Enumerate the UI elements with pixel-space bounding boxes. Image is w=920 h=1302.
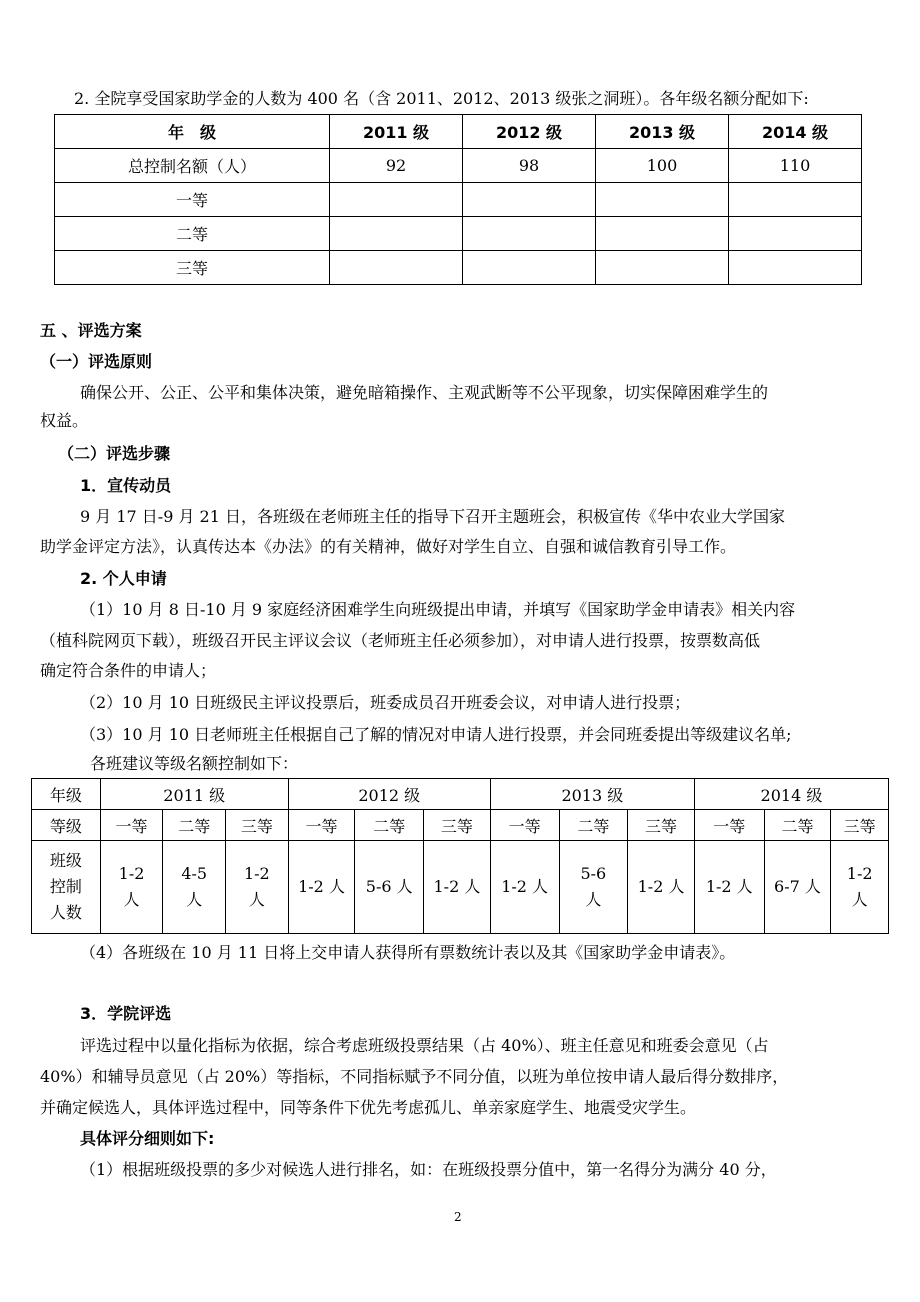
row-label-line: 人数 — [49, 903, 82, 922]
table-cell: 110 — [729, 149, 862, 183]
table-row — [55, 251, 862, 285]
class-quota-table — [31, 778, 889, 934]
level-cell: 二等 — [355, 810, 424, 841]
table-cell — [596, 251, 729, 285]
table-cell — [596, 217, 729, 251]
step-title: 1．宣传动员 — [80, 476, 172, 495]
table-cell — [330, 183, 463, 217]
count-line: 4-5 — [181, 864, 208, 883]
count-cell — [694, 841, 764, 934]
paragraph-line: （2）10 月 10 日班级民主评议投票后，班委成员召开班委会议，对申请人进行投票； — [80, 693, 691, 712]
paragraph-line: 各班建议等级名额控制如下： — [90, 754, 299, 773]
count-line: 1-2 — [243, 864, 270, 883]
count-line: 人 — [248, 890, 265, 909]
table-cell — [596, 183, 729, 217]
count-line: 5-6 人 — [365, 877, 413, 896]
table-cell — [330, 217, 463, 251]
subsection-title: （二）评选步骤 — [58, 444, 171, 463]
count-line: 1-2 人 — [637, 877, 685, 896]
year-cell: 2013 级 — [490, 779, 694, 810]
row-label: 三等 — [55, 251, 330, 285]
year-cell: 2011 级 — [100, 779, 288, 810]
table-header-row — [55, 115, 862, 149]
year-row — [32, 779, 889, 810]
count-cell — [163, 841, 226, 934]
paragraph-line: 确定符合条件的申请人； — [40, 661, 217, 680]
year-cell: 2012 级 — [288, 779, 490, 810]
count-line: 人 — [851, 890, 868, 909]
section-title: 五 、评选方案 — [40, 321, 142, 340]
row-label: 等级 — [32, 810, 101, 841]
paragraph-line: 权益。 — [40, 411, 89, 430]
count-cell — [764, 841, 831, 934]
step-title: 2. 个人申请 — [80, 569, 167, 588]
paragraph-line: 9 月 17 日-9 月 21 日，各班级在老师班主任的指导下召开主题班会，积极宣传《华中农业大学国家 — [80, 507, 786, 526]
header-2013: 2013 级 — [596, 115, 729, 149]
header-2014: 2014 级 — [729, 115, 862, 149]
count-cell — [288, 841, 355, 934]
count-cell — [355, 841, 424, 934]
table-cell: 100 — [596, 149, 729, 183]
count-line: 1-2 人 — [705, 877, 753, 896]
level-cell: 一等 — [100, 810, 163, 841]
count-line: 5-6 — [580, 864, 607, 883]
header-2011: 2011 级 — [330, 115, 463, 149]
level-cell: 一等 — [694, 810, 764, 841]
level-cell: 一等 — [288, 810, 355, 841]
level-cell: 三等 — [831, 810, 889, 841]
subsection-title: （一）评选原则 — [40, 352, 153, 371]
paragraph-line: 确保公开、公正、公平和集体决策，避免暗箱操作、主观武断等不公平现象，切实保障困难学生的 — [80, 383, 769, 402]
level-cell: 三等 — [226, 810, 289, 841]
intro-line: 2. 全院享受国家助学金的人数为 400 名（含 2011、2012、2013 级张之洞班）。各年级名额分配如下: — [74, 89, 809, 108]
count-cell — [490, 841, 559, 934]
table-cell — [330, 251, 463, 285]
table-cell: 92 — [330, 149, 463, 183]
count-line: 人 — [585, 890, 602, 909]
paragraph-line: 40%）和辅导员意见（占 20%）等指标，不同指标赋予不同分值，以班为单位按申请人最后得分数排序， — [40, 1067, 789, 1086]
level-row — [32, 810, 889, 841]
paragraph-line: （3）10 月 10 日老师班主任根据自己了解的情况对申请人进行投票，并会同班委提出等级建议名单; — [80, 725, 792, 744]
row-label: 年级 — [32, 779, 101, 810]
paragraph-line: （植科院网页下载），班级召开民主评议会议（老师班主任必须参加），对申请人进行投票，按票数高低 — [40, 631, 761, 650]
count-line: 1-2 — [118, 864, 145, 883]
paragraph-line: 助学金评定方法》，认真传达本《办法》的有关精神，做好对学生自立、自强和诚信教育引导工作。 — [40, 537, 737, 556]
count-cell — [831, 841, 889, 934]
count-cell — [226, 841, 289, 934]
table-cell — [463, 217, 596, 251]
count-cell — [424, 841, 491, 934]
count-cell — [559, 841, 628, 934]
table-cell: 98 — [463, 149, 596, 183]
level-cell: 二等 — [764, 810, 831, 841]
level-cell: 三等 — [628, 810, 695, 841]
count-cell — [100, 841, 163, 934]
table-cell — [729, 251, 862, 285]
paragraph-line: 并确定候选人，具体评选过程中，同等条件下优先考虑孤儿、单亲家庭学生、地震受灾学生。 — [40, 1098, 697, 1117]
header-2012: 2012 级 — [463, 115, 596, 149]
paragraph-line: 评选过程中以量化指标为依据，综合考虑班级投票结果（占 40%）、班主任意见和班委会意见（占 — [80, 1036, 769, 1055]
page-number: 2 — [454, 1210, 462, 1224]
table-cell — [729, 217, 862, 251]
level-cell: 三等 — [424, 810, 491, 841]
count-line: 人 — [123, 890, 140, 909]
count-line: 1-2 人 — [433, 877, 481, 896]
table-cell — [463, 251, 596, 285]
row-label-line: 班级 — [49, 851, 82, 870]
paragraph-line: （4）各班级在 10 月 11 日将上交申请人获得所有票数统计表以及其《国家助学金申请表》。 — [80, 943, 736, 962]
level-cell: 二等 — [559, 810, 628, 841]
quota-table — [54, 114, 862, 285]
count-cell — [628, 841, 695, 934]
count-line: 1-2 人 — [298, 877, 345, 896]
row-label: 一等 — [55, 183, 330, 217]
level-cell: 一等 — [490, 810, 559, 841]
count-line: 1-2 — [846, 864, 873, 883]
row-label-line: 控制 — [49, 877, 82, 896]
step-title: 3．学院评选 — [80, 1004, 172, 1023]
table-cell — [463, 183, 596, 217]
row-label — [32, 841, 101, 934]
paragraph-line: （1）根据班级投票的多少对候选人进行排名，如：在班级投票分值中，第一名得分为满分 40 分， — [80, 1160, 777, 1179]
year-cell: 2014 级 — [694, 779, 888, 810]
table-row — [55, 183, 862, 217]
header-grade: 年 级 — [55, 115, 330, 149]
detail-title: 具体评分细则如下: — [80, 1129, 215, 1148]
level-cell: 二等 — [163, 810, 226, 841]
count-row — [32, 841, 889, 934]
table-row — [55, 149, 862, 183]
count-line: 6-7 人 — [774, 877, 821, 896]
row-label: 二等 — [55, 217, 330, 251]
table-row — [55, 217, 862, 251]
count-line: 1-2 人 — [501, 877, 549, 896]
row-label: 总控制名额（人） — [55, 149, 330, 183]
paragraph-line: （1）10 月 8 日-10 月 9 家庭经济困难学生向班级提出申请，并填写《国家助学金申请表》相关内容 — [80, 600, 796, 619]
table-cell — [729, 183, 862, 217]
count-line: 人 — [186, 890, 203, 909]
